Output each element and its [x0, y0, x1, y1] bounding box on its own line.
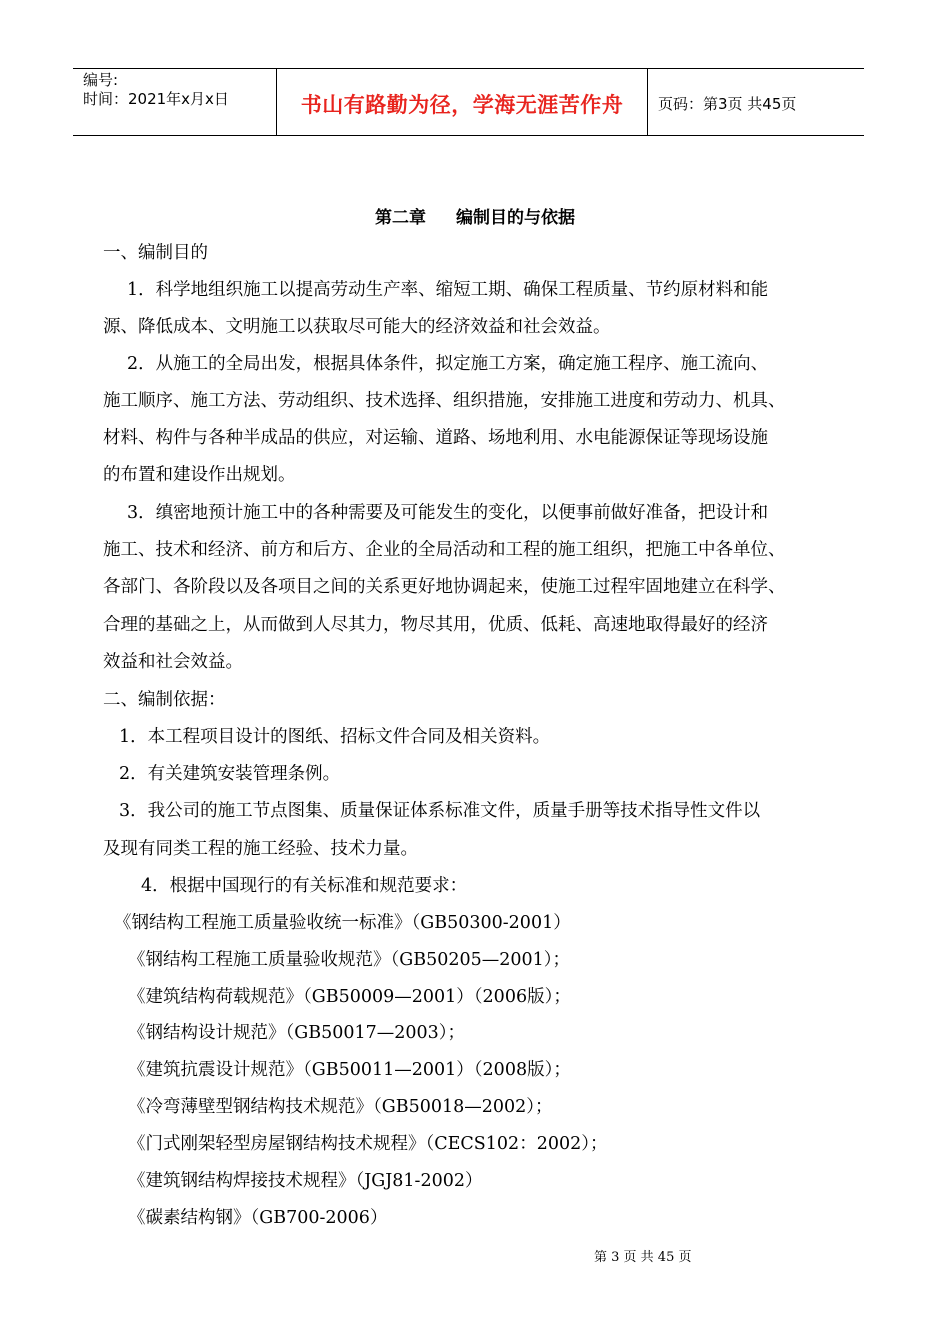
section-heading: 二、编制依据： — [103, 690, 226, 710]
standard-item: 《钢结构设计规范》（GB50017—2003）； — [128, 1023, 466, 1043]
header-meta — [73, 69, 276, 135]
section-heading: 一、编制目的 — [103, 243, 208, 263]
paragraph-line: 各部门、各阶段以及各项目之间的关系更好地协调起来，使施工过程牢固地建立在科学、 — [103, 577, 786, 597]
paragraph-line: 材料、构件与各种半成品的供应，对运输、道路、场地利用、水电能源保证等现场设施 — [103, 428, 768, 448]
list-item: 1．本工程项目设计的图纸、招标文件合同及相关资料。 — [119, 727, 551, 747]
paragraph-line: 的布置和建设作出规划。 — [103, 465, 296, 485]
standard-item: 《碳素结构钢》（GB700-2006） — [128, 1208, 388, 1228]
standard-item: 《钢结构工程施工质量验收规范》（GB50205—2001）； — [128, 950, 571, 970]
number-label: 编号: — [83, 71, 119, 89]
chapter-number: 第二章 — [375, 208, 426, 228]
paragraph-line: 效益和社会效益。 — [103, 652, 243, 672]
time-label: 时间：2021年x月x日 — [83, 90, 229, 108]
paragraph-line: 3．缜密地预计施工中的各种需要及可能发生的变化，以便事前做好准备，把设计和 — [127, 503, 769, 523]
list-item: 及现有同类工程的施工经验、技术力量。 — [103, 839, 418, 859]
chapter-title — [0, 203, 950, 228]
list-item: 4．根据中国现行的有关标准和规范要求： — [141, 876, 468, 896]
list-item: 3．我公司的施工节点图集、质量保证体系标准文件，质量手册等技术指导性文件以 — [119, 801, 761, 821]
list-item: 2．有关建筑安装管理条例。 — [119, 764, 341, 784]
paragraph-line: 合理的基础之上，从而做到人尽其力，物尽其用，优质、低耗、高速地取得最好的经济 — [103, 615, 768, 635]
paragraph-line: 施工、技术和经济、前方和后方、企业的全局活动和工程的施工组织，把施工中各单位、 — [103, 540, 786, 560]
paragraph-line: 源、降低成本、文明施工以获取尽可能大的经济效益和社会效益。 — [103, 317, 611, 337]
page-footer: 第 3 页 共 45 页 — [594, 1250, 692, 1265]
page-header — [73, 68, 864, 136]
standard-item: 《冷弯薄壁型钢结构技术规范》（GB50018—2002）； — [128, 1097, 553, 1117]
paragraph-line: 1．科学地组织施工以提高劳动生产率、缩短工期、确保工程质量、节约原材料和能 — [127, 280, 769, 300]
standard-item: 《建筑钢结构焊接技术规程》（JGJ81-2002） — [128, 1171, 483, 1191]
paragraph-line: 2．从施工的全局出发，根据具体条件，拟定施工方案，确定施工程序、施工流向、 — [127, 354, 769, 374]
standard-item: 《建筑抗震设计规范》（GB50011—2001）（2008版）； — [128, 1060, 571, 1080]
standard-item: 《建筑结构荷载规范》（GB50009—2001）（2006版）； — [128, 987, 571, 1007]
standard-item: 《门式刚架轻型房屋钢结构技术规程》（CECS102：2002）； — [128, 1134, 608, 1154]
header-page-code: 页码：第3页 共45页 — [658, 94, 797, 113]
header-motto: 书山有路勤为径，学海无涯苦作舟 — [276, 69, 648, 135]
standard-item: 《钢结构工程施工质量验收统一标准》（GB50300-2001） — [114, 913, 571, 933]
chapter-name: 编制目的与依据 — [456, 208, 575, 228]
paragraph-line: 施工顺序、施工方法、劳动组织、技术选择、组织措施，安排施工进度和劳动力、机具、 — [103, 391, 786, 411]
